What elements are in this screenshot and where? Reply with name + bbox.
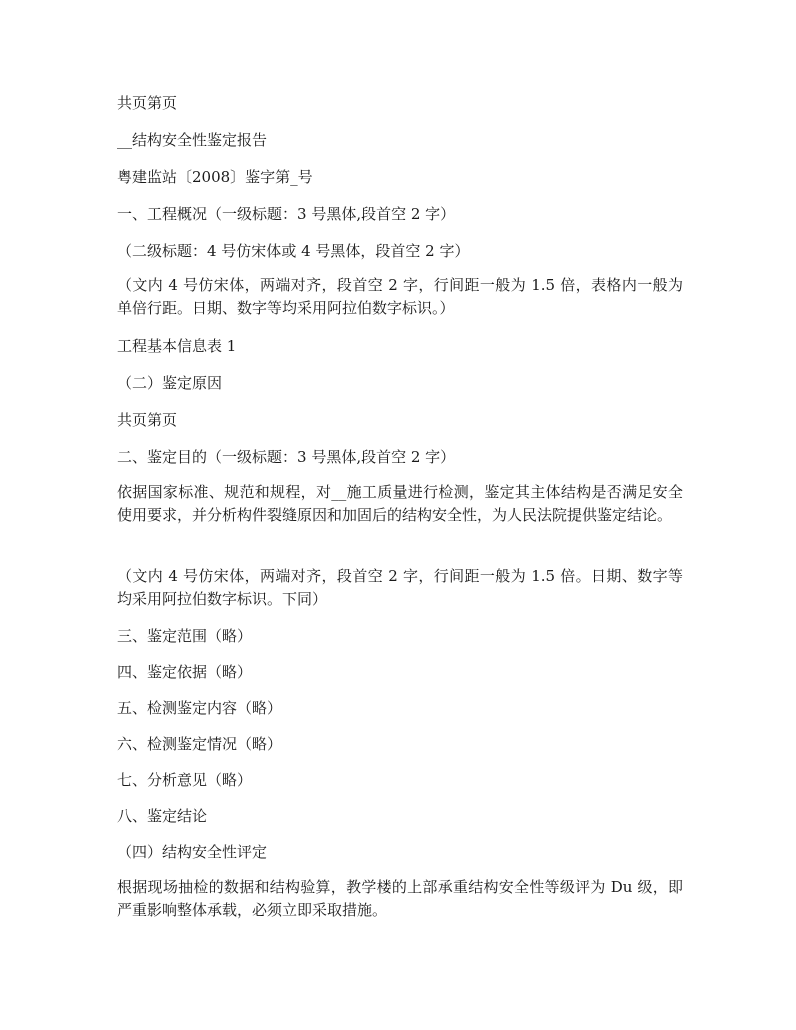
body-format-note-2: （文内 4 号仿宋体，两端对齐，段首空 2 字，行间距一般为 1.5 倍。日期、数字等均采用阿拉伯数字标识。下同） <box>117 567 683 608</box>
heading-inspection-status: 六、检测鉴定情况（略） <box>117 735 283 753</box>
heading-inspection-content: 五、检测鉴定内容（略） <box>117 699 283 717</box>
heading-project-overview: 一、工程概况（一级标题：3 号黑体,段首空 2 字） <box>117 205 456 223</box>
heading-appraisal-scope: 三、鉴定范围（略） <box>117 627 253 645</box>
heading-analysis-opinion: 七、分析意见（略） <box>117 771 253 789</box>
conclusion-paragraph: 根据现场抽检的数据和结构验算，教学楼的上部承重结构安全性等级评为 Du 级，即严重影响整体承载，必须立即采取措施。 <box>117 878 683 919</box>
purpose-paragraph: 依据国家标准、规范和规程，对__施工质量进行检测，鉴定其主体结构是否满足安全使用要求，并分析构件裂缝原因和加固后的结构安全性，为人民法院提供鉴定结论。 <box>117 483 683 524</box>
table-caption: 工程基本信息表 1 <box>117 337 237 355</box>
page-count-line: 共页第页 <box>117 94 178 112</box>
page-count-line-2: 共页第页 <box>117 411 178 429</box>
heading-appraisal-conclusion: 八、鉴定结论 <box>117 807 208 825</box>
report-number: 粤建监站〔2008〕鉴字第_号 <box>117 168 313 186</box>
body-format-note: （文内 4 号仿宋体，两端对齐，段首空 2 字，行间距一般为 1.5 倍，表格内一般为单倍行距。日期、数字等均采用阿拉伯数字标识。） <box>117 276 683 317</box>
subheading-safety-rating: （四）结构安全性评定 <box>117 843 268 861</box>
report-title: __结构安全性鉴定报告 <box>117 131 268 149</box>
heading-appraisal-purpose: 二、鉴定目的（一级标题：3 号黑体,段首空 2 字） <box>117 448 456 466</box>
heading-appraisal-basis: 四、鉴定依据（略） <box>117 663 253 681</box>
subheading-format-note: （二级标题：4 号仿宋体或 4 号黑体，段首空 2 字） <box>117 242 470 260</box>
subheading-appraisal-reason: （二）鉴定原因 <box>117 374 223 392</box>
